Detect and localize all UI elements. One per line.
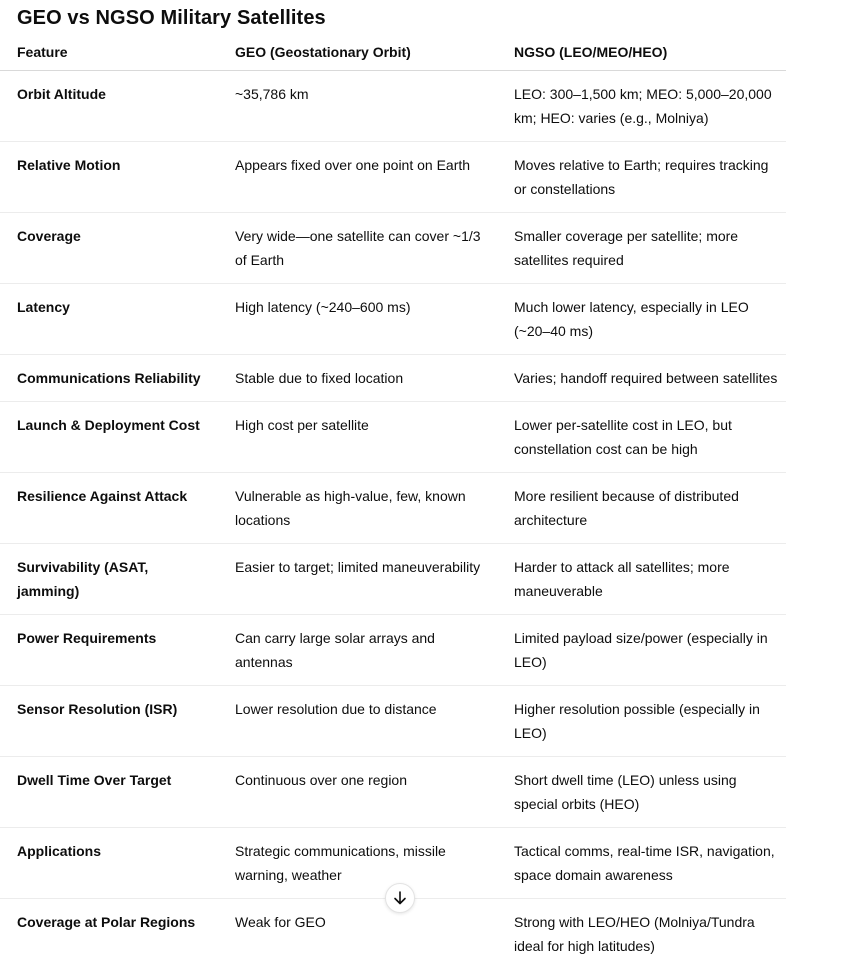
cell-ngso: Much lower latency, especially in LEO (~20–40 ms): [497, 284, 786, 355]
table-row: [0, 402, 786, 473]
table-body: [0, 71, 786, 969]
cell-geo: Continuous over one region: [218, 757, 497, 828]
cell-feature: Sensor Resolution (ISR): [0, 686, 218, 757]
cell-ngso: Tactical comms, real-time ISR, navigation, space domain awareness: [497, 828, 786, 899]
cell-geo: Weak for GEO: [218, 899, 497, 969]
cell-geo: Strategic communications, missile warning, weather: [218, 828, 497, 899]
cell-feature: Dwell Time Over Target: [0, 757, 218, 828]
cell-geo: Very wide—one satellite can cover ~1/3 of Earth: [218, 213, 497, 284]
cell-ngso: Varies; handoff required between satellites: [497, 355, 786, 402]
cell-geo: Easier to target; limited maneuverability: [218, 544, 497, 615]
cell-ngso: Higher resolution possible (especially in LEO): [497, 686, 786, 757]
cell-feature: Resilience Against Attack: [0, 473, 218, 544]
cell-geo: ~35,786 km: [218, 71, 497, 142]
scroll-to-bottom-button[interactable]: [385, 883, 415, 913]
cell-ngso: More resilient because of distributed architecture: [497, 473, 786, 544]
cell-ngso: LEO: 300–1,500 km; MEO: 5,000–20,000 km; HEO: varies (e.g., Molniya): [497, 71, 786, 142]
table-row: [0, 71, 786, 142]
cell-ngso: Smaller coverage per satellite; more satellites required: [497, 213, 786, 284]
cell-geo: Vulnerable as high-value, few, known locations: [218, 473, 497, 544]
cell-feature: Relative Motion: [0, 142, 218, 213]
column-header-feature: Feature: [0, 36, 218, 71]
cell-feature: Survivability (ASAT, jamming): [0, 544, 218, 615]
cell-geo: High cost per satellite: [218, 402, 497, 473]
column-header-geo: GEO (Geostationary Orbit): [218, 36, 497, 71]
cell-feature: Coverage at Polar Regions: [0, 899, 218, 969]
cell-ngso: Moves relative to Earth; requires tracking or constellations: [497, 142, 786, 213]
cell-feature: Communications Reliability: [0, 355, 218, 402]
cell-geo: High latency (~240–600 ms): [218, 284, 497, 355]
cell-ngso: Lower per-satellite cost in LEO, but constellation cost can be high: [497, 402, 786, 473]
column-header-ngso: NGSO (LEO/MEO/HEO): [497, 36, 786, 71]
cell-ngso: Limited payload size/power (especially in LEO): [497, 615, 786, 686]
table-row: [0, 355, 786, 402]
cell-feature: Latency: [0, 284, 218, 355]
table-row: [0, 213, 786, 284]
table-row: [0, 142, 786, 213]
cell-feature: Applications: [0, 828, 218, 899]
cell-ngso: Short dwell time (LEO) unless using special orbits (HEO): [497, 757, 786, 828]
table-row: [0, 473, 786, 544]
page-title: GEO vs NGSO Military Satellites: [17, 7, 326, 30]
cell-feature: Coverage: [0, 213, 218, 284]
cell-feature: Launch & Deployment Cost: [0, 402, 218, 473]
table-row: [0, 757, 786, 828]
cell-geo: Lower resolution due to distance: [218, 686, 497, 757]
table-header-row: [0, 36, 786, 71]
table-row: [0, 284, 786, 355]
cell-geo: Can carry large solar arrays and antennas: [218, 615, 497, 686]
cell-feature: Power Requirements: [0, 615, 218, 686]
comparison-table: [0, 36, 786, 969]
table-row: [0, 686, 786, 757]
table-row: [0, 544, 786, 615]
cell-feature: Orbit Altitude: [0, 71, 218, 142]
cell-ngso: Harder to attack all satellites; more maneuverable: [497, 544, 786, 615]
arrow-down-icon: [393, 890, 407, 906]
table-row: [0, 615, 786, 686]
cell-geo: Stable due to fixed location: [218, 355, 497, 402]
cell-geo: Appears fixed over one point on Earth: [218, 142, 497, 213]
cell-ngso: Strong with LEO/HEO (Molniya/Tundra ideal for high latitudes): [497, 899, 786, 969]
